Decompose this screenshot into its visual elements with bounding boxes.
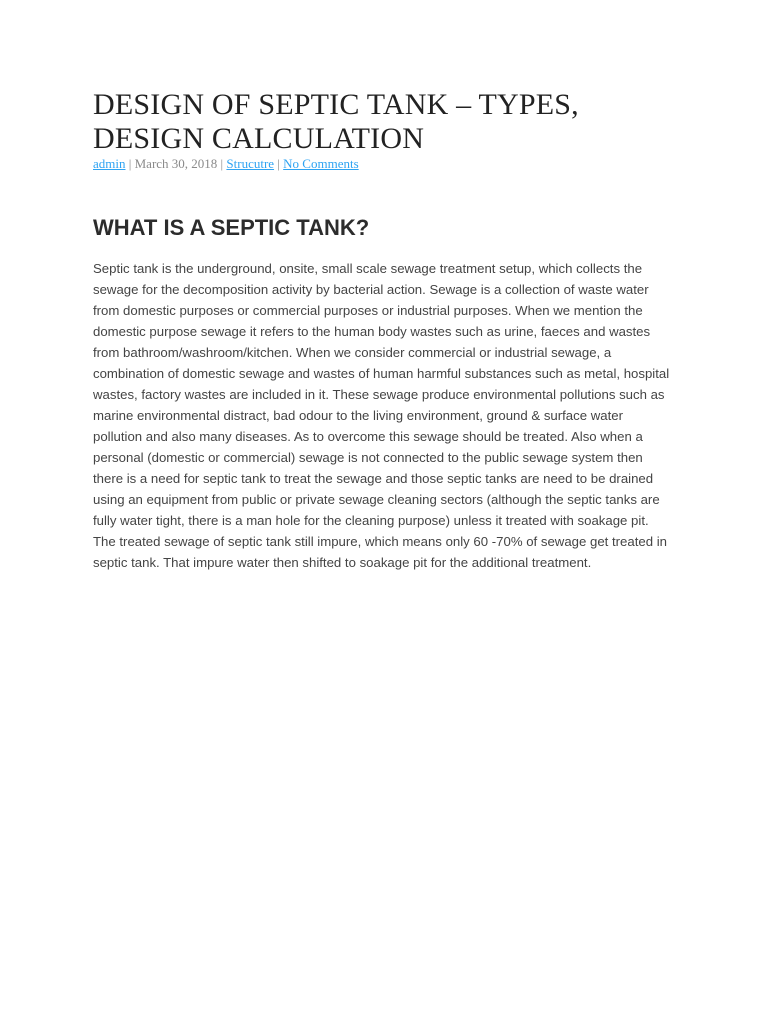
category-link[interactable]: Strucutre: [226, 156, 275, 171]
page-title: DESIGN OF SEPTIC TANK – TYPES, DESIGN CALCULATION: [93, 88, 579, 155]
author-link[interactable]: admin: [93, 156, 126, 171]
meta-separator: |: [217, 156, 227, 171]
meta-separator: |: [125, 156, 135, 171]
post-date: March 30, 2018: [134, 156, 218, 171]
meta-separator: |: [274, 156, 284, 171]
comments-link[interactable]: No Comments: [283, 156, 359, 171]
section-heading: WHAT IS A SEPTIC TANK?: [93, 215, 370, 240]
body-paragraph: Septic tank is the underground, onsite, small scale sewage treatment setup, which collects the sewage for the decomposition activity by bacterial action. Sewage is a collection of waste water from domestic purposes or commercial purposes or industrial purposes. When we mention the domestic purpose sewage it refers to the human body wastes such as urine, faeces and wastes from bathroom/washroom/kitchen. When we consider commercial or industrial sewage, a combination of domestic sewage and wastes of human harmful substances such as metal, hospital wastes, factory wastes are included in it. These sewage produce environmental pollutions such as marine environmental distract, bad odour to the living environment, ground & surface water pollution and also many diseases. As to overcome this sewage should be treated. Also when a personal (domestic or commercial) sewage is not connected to the public sewage system then there is a need for septic tank to treat the sewage and those septic tanks are need to be drained using an equipment from public or private sewage cleaning sectors (although the septic tanks are fully water tight, there is a man hole for the cleaning purpose) unless it treated with soakage pit. The treated sewage of septic tank still impure, which means only 60 -70% of sewage get treated in septic tank. That impure water then shifted to soakage pit for the additional treatment.: [93, 261, 670, 570]
article: [93, 88, 673, 573]
post-meta: [93, 156, 673, 172]
